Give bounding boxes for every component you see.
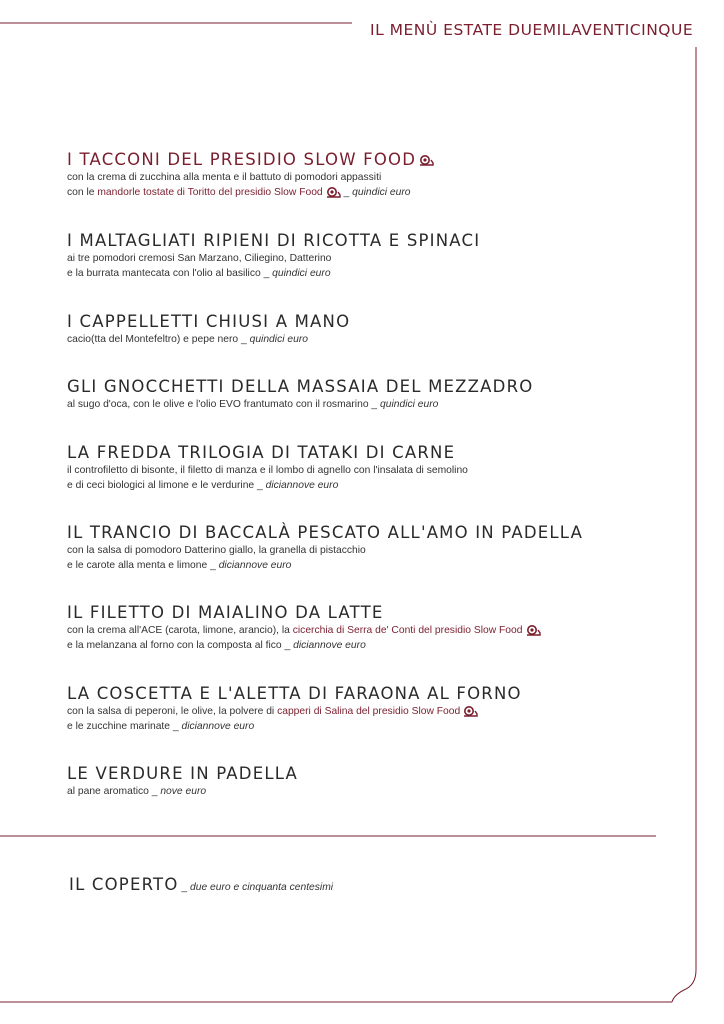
slow-food-product: capperi di Salina del presidio Slow Food: [277, 706, 461, 717]
dish-description: con la crema all'ACE (carota, limone, arancio), la cicerchia di Serra de' Conti del presidio Slow Food: [67, 623, 667, 638]
slow-food-product: cicerchia di Serra de' Conti del presidio Slow Food: [292, 625, 523, 636]
page-title: IL MENÙ ESTATE DUEMILAVENTICINQUE: [370, 21, 694, 39]
dish-price: quindici euro: [272, 268, 331, 279]
dish-title: I MALTAGLIATI RIPIENI DI RICOTTA E SPINACI: [67, 231, 481, 250]
dish-description: con le mandorle tostate di Toritto del presidio Slow Food _ quindici euro: [67, 187, 411, 198]
dish-description: e le zucchine marinate _ diciannove euro: [67, 721, 255, 732]
dish-title: I CAPPELLETTI CHIUSI A MANO: [67, 312, 351, 331]
cover-charge: [69, 875, 333, 895]
dish-price: diciannove euro: [181, 721, 255, 732]
menu-item: [67, 684, 667, 734]
menu-item: [67, 603, 667, 653]
dish-description: ai tre pomodori cremosi San Marzano, Ciliegino, Datterino: [67, 253, 332, 264]
dish-price: diciannove euro: [293, 640, 366, 651]
menu-item: [67, 150, 667, 200]
dish-description: e la burrata mantecata con l'olio al basilico _ quindici euro: [67, 268, 331, 279]
dish-description: al sugo d'oca, con le olive e l'olio EVO frantumato con il rosmarino _ quindici euro: [67, 399, 439, 410]
dish-title: LA FREDDA TRILOGIA DI TATAKI DI CARNE: [67, 443, 456, 462]
dish-description: e di ceci biologici al limone e le verdurine _ diciannove euro: [67, 480, 339, 491]
snail-icon: [463, 706, 478, 717]
cover-charge-price: due euro e cinquanta centesimi: [189, 882, 334, 893]
dish-price: diciannove euro: [265, 480, 339, 491]
dish-description: cacio(tta del Montefeltro) e pepe nero _ quindici euro: [67, 334, 308, 345]
dish-description: con la salsa di pomodoro Datterino giallo, la granella di pistacchio: [67, 545, 366, 556]
dish-price: quindici euro: [380, 399, 439, 410]
snail-icon: [419, 155, 434, 166]
right-border: [672, 47, 696, 1002]
dish-title: IL TRANCIO DI BACCALÀ PESCATO ALL'AMO IN PADELLA: [67, 523, 584, 542]
dish-description: e le carote alla menta e limone _ diciannove euro: [67, 560, 292, 571]
menu-item: [67, 764, 667, 799]
snail-icon: [526, 625, 541, 636]
menu-item: [67, 312, 667, 347]
dish-title: I TACCONI DEL PRESIDIO SLOW FOOD: [67, 150, 667, 170]
dish-title: LA COSCETTA E L'ALETTA DI FARAONA AL FORNO: [67, 684, 522, 703]
dish-title: LE VERDURE IN PADELLA: [67, 764, 298, 783]
cover-charge-title: IL COPERTO: [69, 875, 179, 894]
dish-description: con la salsa di peperoni, le olive, la polvere di capperi di Salina del presidio Slow Food: [67, 704, 667, 719]
dish-title: GLI GNOCCHETTI DELLA MASSAIA DEL MEZZADRO: [67, 377, 534, 396]
dish-price: quindici euro: [352, 187, 411, 198]
snail-icon: [326, 187, 341, 198]
slow-food-product: mandorle tostate di Toritto del presidio Slow Food: [97, 187, 323, 198]
dish-description: e la melanzana al forno con la composta al fico _ diciannove euro: [67, 640, 366, 651]
dish-price: quindici euro: [249, 334, 308, 345]
menu-item: [67, 523, 667, 573]
menu-item: [67, 443, 667, 493]
dish-price: diciannove euro: [218, 560, 292, 571]
menu-item: [67, 231, 667, 281]
dish-description: il controfiletto di bisonte, il filetto di manza e il lombo di agnello con l'insalata di semolino: [67, 465, 468, 476]
dish-title: IL FILETTO DI MAIALINO DA LATTE: [67, 603, 384, 622]
dish-price: nove euro: [160, 786, 207, 797]
dish-description: al pane aromatico _ nove euro: [67, 786, 207, 797]
cover-charge-separator: _: [178, 882, 190, 893]
dish-description: con la crema di zucchina alla menta e il battuto di pomodori appassiti: [67, 172, 382, 183]
menu-item: [67, 377, 667, 412]
